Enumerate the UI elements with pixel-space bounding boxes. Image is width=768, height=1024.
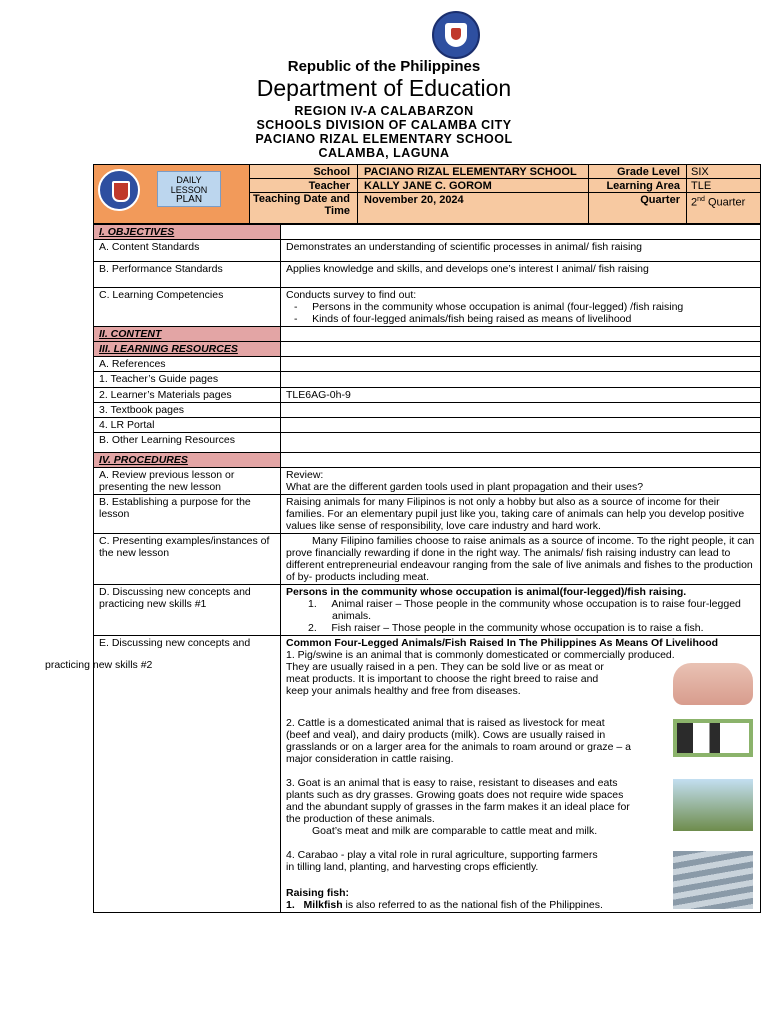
teachers-guide-label: 1. Teacher’s Guide pages — [94, 372, 281, 388]
fish-heading: Raising fish: — [286, 887, 350, 899]
area-label: Learning Area — [606, 180, 680, 192]
republic-heading: Republic of the Philippines — [287, 58, 481, 75]
discussing-2-value — [281, 636, 761, 913]
table-row — [94, 288, 761, 327]
content-standards-label: A. Content Standards — [94, 240, 281, 262]
pig-intro: 1. Pig/swine is an animal that is commonly domesticated or commercially produced. — [286, 649, 675, 661]
discussing-1-value — [281, 585, 761, 636]
quarter-word: Quarter — [704, 196, 746, 209]
content-standards-value: Demonstrates an understanding of scientific processes in animal/ fish raising — [281, 240, 761, 262]
carabao-text: 4. Carabao - play a vital role in rural agriculture, supporting farmers in tilling land, planting, and harvesting crops efficiently. — [286, 849, 598, 873]
livelihood-heading: Common Four-Legged Animals/Fish Raised In The Philippines As Means Of Livelihood — [286, 637, 719, 649]
review-value — [281, 468, 761, 495]
location-heading: CALAMBA, LAGUNA — [318, 146, 450, 160]
list-item — [286, 301, 755, 313]
other-resources-label: B. Other Learning Resources — [94, 433, 281, 453]
table-row — [94, 453, 761, 468]
section-content: II. CONTENT — [94, 327, 281, 342]
table-row — [94, 495, 761, 534]
date-value: November 20, 2024 — [364, 194, 464, 206]
date-label-line2: Time — [324, 205, 350, 217]
bullet: - — [294, 313, 298, 325]
dlp-line2: LESSON — [170, 185, 208, 195]
discussing-1-label: D. Discussing new concepts and practicing new skills #1 — [94, 585, 281, 636]
learners-materials-value: TLE6AG-0h-9 — [281, 388, 761, 403]
fish-image — [673, 851, 753, 909]
teacher-label: Teacher — [308, 180, 350, 192]
department-heading: Department of Education — [256, 75, 512, 101]
teacher-value: KALLY JANE C. GOROM — [364, 180, 492, 192]
occupation-heading: Persons in the community whose occupation is animal(four-legged)/fish raising. — [286, 586, 687, 598]
section-objectives: I. OBJECTIVES — [94, 225, 281, 240]
section-procedures: IV. PROCEDURES — [94, 453, 281, 468]
table-row — [94, 418, 761, 433]
competency-item: Persons in the community whose occupation is animal (four-legged) /fish raising — [312, 301, 684, 313]
milkfish-text: is also referred to as the national fish of the Philippines. — [342, 899, 603, 911]
discussing-2-label: E. Discussing new concepts and — [94, 636, 281, 913]
quarter-number: 2 — [691, 196, 698, 209]
division-heading: SCHOOLS DIVISION OF CALAMBA CITY — [256, 118, 512, 132]
learners-materials-label: 2. Learner’s Materials pages — [94, 388, 281, 403]
date-label — [252, 193, 350, 217]
area-value: TLE — [691, 180, 712, 192]
school-value: PACIANO RIZAL ELEMENTARY SCHOOL — [364, 166, 577, 178]
school-heading: PACIANO RIZAL ELEMENTARY SCHOOL — [255, 132, 513, 146]
region-heading: REGION IV-A CALABARZON — [294, 104, 474, 118]
item-number: 1. — [286, 899, 295, 911]
pig-text: They are usually raised in a pen. They can be sold live or as meat or meat products. It is important to choose the right breed to raise and keep your animals healthy and free from diseases. — [286, 661, 604, 697]
performance-standards-value: Applies knowledge and skills, and develops one’s interest I animal/ fish raising — [281, 262, 761, 288]
lesson-info-header — [93, 164, 761, 224]
pig-image — [673, 663, 753, 705]
list-item — [286, 598, 755, 622]
list-item — [286, 622, 755, 634]
lr-portal-label: 4. LR Portal — [94, 418, 281, 433]
grade-label: Grade Level — [617, 166, 680, 178]
table-row — [94, 585, 761, 636]
cattle-text: 2. Cattle is a domesticated animal that is raised as livestock for meat (beef and veal), and dairy products (milk). Cows are usually raised in grasslands or on a larger area for the animals to roam around or graze – a major consideration in cattle raising. — [286, 717, 631, 765]
table-row — [94, 636, 761, 913]
table-row — [94, 388, 761, 403]
table-row — [94, 468, 761, 495]
item-number: 2. — [308, 622, 317, 634]
table-row — [94, 372, 761, 388]
review-heading: Review: — [286, 469, 324, 481]
bullet: - — [294, 301, 298, 313]
school-label: School — [313, 166, 350, 178]
date-label-line1: Teaching Date and — [253, 193, 350, 205]
goat-text: 3. Goat is an animal that is easy to raise, resistant to diseases and eats plants such as dry grasses. Growing goats does not require wide spaces and the abundant supply of grasses in the farm makes it an ideal place for the production of these animals. — [286, 777, 630, 825]
review-label: A. Review previous lesson or presenting the new lesson — [94, 468, 281, 495]
milkfish-term: Milkfish — [303, 899, 343, 911]
deped-logo-icon — [98, 169, 140, 211]
table-row — [94, 433, 761, 453]
competencies-intro: Conducts survey to find out: — [286, 289, 417, 301]
table-row — [94, 262, 761, 288]
quarter-label: Quarter — [640, 194, 680, 206]
presenting-label: C. Presenting examples/instances of the new lesson — [94, 534, 281, 585]
learning-competencies-label: C. Learning Competencies — [94, 288, 281, 327]
dlp-line3: PLAN — [175, 194, 203, 205]
table-row — [94, 534, 761, 585]
item-number: 1. — [308, 598, 317, 610]
animal-raiser-text: Animal raiser – Those people in the community whose occupation is to raise four-legged animals. — [331, 598, 741, 622]
dlp-badge — [157, 171, 221, 207]
logo-cell — [94, 165, 250, 223]
deped-seal — [432, 11, 480, 59]
goat-text-2: Goat’s meat and milk are comparable to cattle meat and milk. — [312, 825, 598, 837]
list-item — [286, 313, 755, 325]
competency-item: Kinds of four-legged animals/fish being raised as means of livelihood — [312, 313, 632, 325]
references-label: A. References — [94, 357, 281, 372]
quarter-value — [691, 194, 745, 209]
table-row — [94, 240, 761, 262]
table-row — [94, 342, 761, 357]
review-question: What are the different garden tools used in plant propagation and their uses? — [286, 481, 644, 493]
purpose-value: Raising animals for many Filipinos is not only a hobby but also as a source of income for their families. For an elementary pupil just like you, taking care of animals can help you develop positive values like sense of responsibility, love care industry and hard work. — [281, 495, 761, 534]
section-resources: III. LEARNING RESOURCES — [94, 342, 281, 357]
dlp-line1: DAILY — [176, 175, 202, 185]
goat-image — [673, 779, 753, 831]
table-row — [94, 327, 761, 342]
table-row — [94, 357, 761, 372]
fish-raiser-text: Fish raiser – Those people in the community whose occupation is to raise a fish. — [331, 622, 704, 634]
textbook-label: 3. Textbook pages — [94, 403, 281, 418]
table-row — [94, 403, 761, 418]
quarter-suffix: nd — [697, 196, 705, 203]
objectives-row — [94, 225, 761, 240]
lesson-plan-table — [93, 224, 761, 913]
grade-value: SIX — [691, 166, 709, 178]
performance-standards-label: B. Performance Standards — [94, 262, 281, 288]
presenting-value: Many Filipino families choose to raise animals as a source of income. To the right people, it can prove financially rewarding if done in the right way. The animals/ fish raising industry can lead to different entrepreneurial endeavour ranging from the sale of live animals and fishes to the production of by- products including meat. — [281, 534, 761, 585]
discussing-2-label-overflow: practicing new skills #2 — [45, 659, 153, 671]
learning-competencies-value — [281, 288, 761, 327]
purpose-label: B. Establishing a purpose for the lesson — [94, 495, 281, 534]
cow-image — [673, 719, 753, 757]
